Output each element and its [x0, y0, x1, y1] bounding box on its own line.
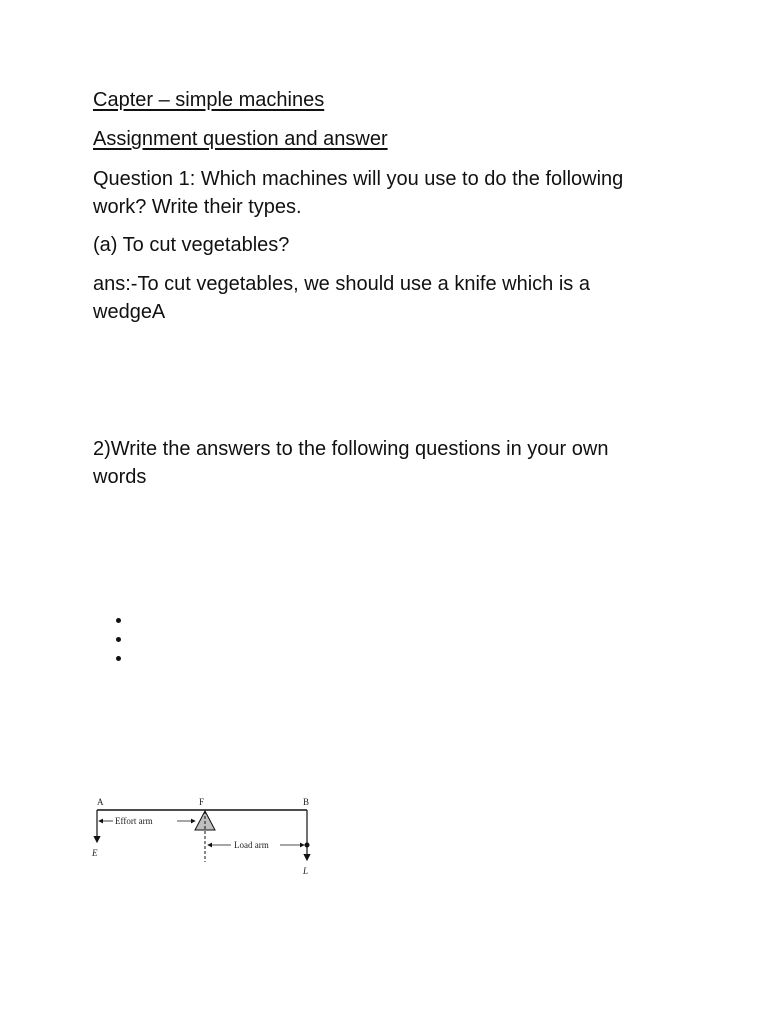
label-b: B [303, 797, 310, 807]
question-2-line-1: 2)Write the answers to the following questions in your own [93, 438, 609, 460]
lever-diagram [85, 792, 325, 882]
bullet-point [116, 656, 121, 661]
bullet-point [116, 637, 121, 642]
chapter-title: Capter – simple machines [93, 89, 325, 111]
question-1-line-2: work? Write their types. [93, 196, 302, 218]
label-f: F [199, 797, 205, 807]
question-1-line-1: Question 1: Which machines will you use to do the following [93, 168, 624, 190]
effort-arm-label: Effort arm [115, 816, 153, 826]
load-point [305, 843, 310, 848]
bullet-point [116, 618, 121, 623]
load-arm-label: Load arm [234, 840, 269, 850]
answer-a-line-1: ans:-To cut vegetables, we should use a knife which is a [93, 273, 590, 295]
question-2-line-2: words [93, 466, 147, 488]
question-1-part-a: (a) To cut vegetables? [93, 234, 290, 256]
assignment-subtitle: Assignment question and answer [93, 128, 388, 150]
label-a: A [97, 797, 104, 807]
answer-a-line-2: wedgeA [93, 301, 166, 323]
label-e: E [92, 848, 98, 858]
label-l: L [303, 866, 309, 876]
